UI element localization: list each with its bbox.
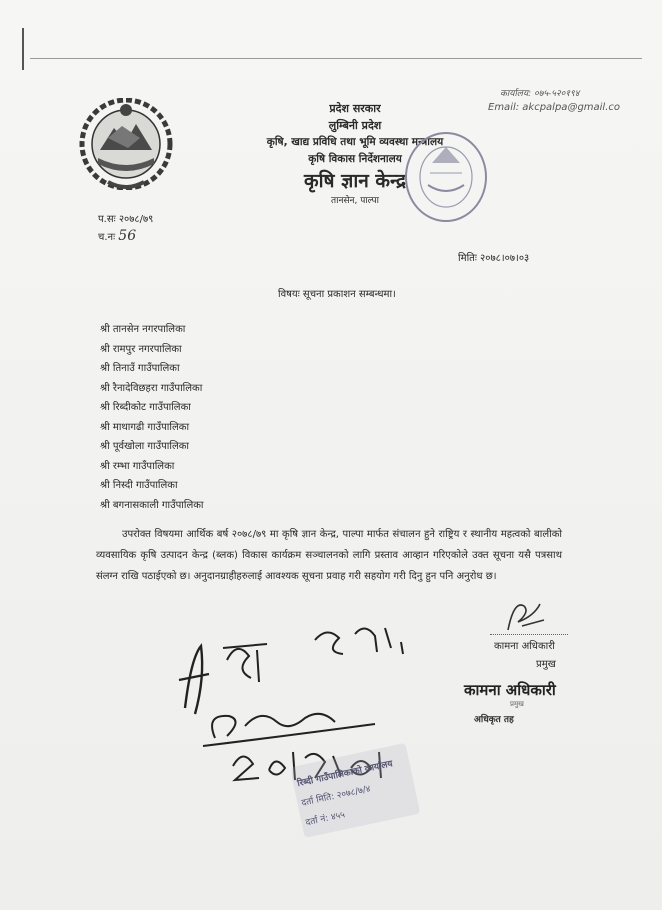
svg-text:दर्ता नं: ४५५: दर्ता नं: ४५५: [304, 810, 347, 829]
recipient-item: श्री बगनासकाली गाउँपालिका: [100, 499, 204, 511]
svg-text:रिब्दी गाउँपालिकाको कार्यालय: रिब्दी गाउँपालिकाको कार्यालय: [296, 759, 394, 790]
contact-block: [488, 88, 658, 115]
office-email: Email: akcpalpa@gmail.co: [488, 102, 621, 113]
dispatch-label: च.नः: [98, 232, 116, 243]
header-line-location: तानसेन, पाल्पा: [330, 196, 379, 206]
recipient-item: श्री तानसेन नगरपालिका: [100, 324, 186, 335]
name-stamp: कामना अधिकारी: [464, 681, 556, 699]
office-seal-icon: [400, 125, 490, 225]
header-line-ministry: कृषि, खाद्य प्रविधि तथा भूमि व्यवस्था मन्त्रालय: [266, 136, 444, 148]
dispatch-number-row: [98, 228, 153, 246]
fiscal-year: प.सः २०७८/७९: [98, 214, 154, 225]
received-stamp-icon: [292, 740, 422, 840]
letter-subject: विषयः सूचना प्रकाशन सम्बन्धमा।: [278, 289, 396, 300]
signatory-title: प्रमुख: [536, 659, 556, 670]
name-stamp-designation: अधिकृत तह: [474, 715, 514, 725]
letter-date: मितिः २०७८।०७।०३: [458, 253, 530, 264]
signature-scribble-icon: [500, 596, 550, 636]
recipient-item: श्री रम्भा गाउँपालिका: [100, 460, 175, 472]
recipient-item: श्री निस्दी गाउँपालिका: [100, 480, 178, 491]
recipient-item: श्री रिब्दीकोट गाउँपालिका: [100, 402, 191, 413]
recipient-item: श्री रैनादेविछहरा गाउँपालिका: [100, 382, 203, 394]
handwriting-stroke: [223, 644, 267, 682]
recipient-list: [100, 320, 204, 515]
recipient-item: श्री तिनाउँ गाउँपालिका: [100, 363, 180, 374]
office-phone: कार्यालय: ०७५-५२०१९४: [500, 89, 580, 99]
top-rule: [30, 58, 642, 59]
recipient-item: श्री रामपुर नगरपालिका: [100, 343, 182, 355]
signature-line: [490, 634, 568, 635]
scan-edge-mark: [22, 28, 24, 70]
handwriting-stroke: [315, 628, 403, 654]
signatory-block: [464, 596, 580, 746]
handwriting-stroke: [179, 646, 209, 714]
name-stamp-subtitle: प्रमुख: [510, 700, 524, 708]
header-line-government: प्रदेश सरकार: [329, 102, 381, 115]
government-emblem-icon: [78, 98, 174, 190]
signatory-name: कामना अधिकारी: [494, 641, 555, 652]
recipient-item: श्री पूर्वखोला गाउँपालिका: [100, 441, 190, 452]
header-line-directorate: कृषि विकास निर्देशनालय: [308, 153, 402, 165]
dispatch-number: 56: [118, 228, 137, 244]
recipient-item: श्री माथागढी गाउँपालिका: [100, 421, 190, 433]
svg-text:दर्ता मिति: २०७८/७/४: दर्ता मिति: २०७८/७/४: [300, 784, 372, 809]
reference-block: [98, 212, 153, 246]
header-line-office: कृषि ज्ञान केन्द्र: [304, 170, 406, 192]
letter-body: उपरोक्त विषयमा आर्थिक बर्ष २०७८/७९ मा कृषि ज्ञान केन्द्र, पाल्पा मार्फत संचालन हुने राष्ट्रिय र स्थानीय महत्वको बालीको व्यवसायिक कृषि उत्पादन केन्द्र (ब्लक) विकास कार्यक्रम सञ्चालनको लागि प्रस्ताव आव्हान गरिएकोले उक्त सूचना यसै पत्रसाथ संलग्न राखि पठाईएको छ। अनुदानग्राहीहरुलाई आवश्यक सूचना प्रवाह गरी सहयोग गरी दिनु हुन पनि अनुरोध छ।: [96, 529, 562, 582]
header-line-province: लुम्बिनी प्रदेश: [328, 119, 382, 132]
